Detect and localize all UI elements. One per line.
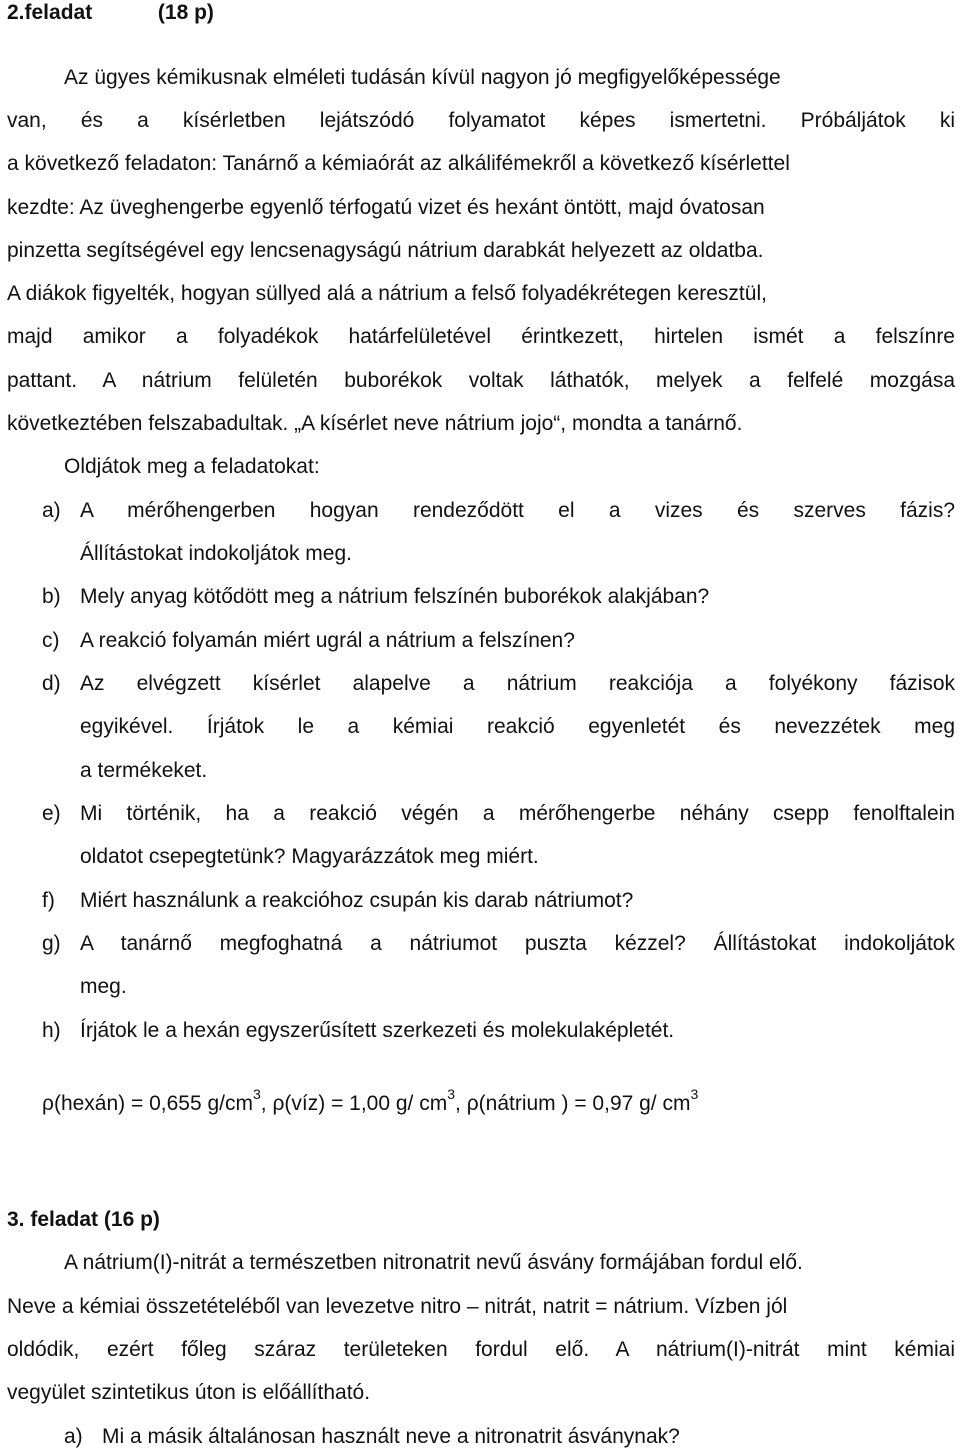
question-marker: e) [42,802,61,825]
density-sodium-exponent: 3 [690,1086,699,1102]
question-line: A tanárnő megfoghatná a nátriumot puszta kézzel? Állítástokat indokoljátok [80,932,955,955]
task2-paragraph-line: kezdte: Az üveghengerbe egyenlő térfogatú vizet és hexánt öntött, majd óvatosan [7,196,765,219]
task2-title: 2.feladat [7,1,93,24]
question-line: Az elvégzett kísérlet alapelve a nátrium reakciója a folyékony fázisok [80,672,955,695]
density-separator: , [455,1092,461,1115]
density-sodium: ρ(nátrium ) = 0,97 g/ cm [466,1092,691,1115]
task2-points: (18 p) [157,1,214,24]
density-hexane-exponent: 3 [252,1086,261,1102]
task3-points: (16 p) [103,1208,160,1231]
task2-paragraph-line: pinzetta segítségével egy lencsenagyságú nátrium darabkát helyezett az oldatba. [7,239,764,262]
density-hexane: ρ(hexán) = 0,655 g/cm [42,1092,253,1115]
question-line: meg. [80,975,127,998]
task2-paragraph-line: van, és a kísérletben lejátszódó folyamatot képes ismertetni. Próbáljátok ki [7,109,955,132]
question-marker: g) [42,932,61,955]
question-marker: c) [42,629,60,652]
question-line: egyikével. Írjátok le a kémiai reakció egyenletét és nevezzétek meg [80,715,955,738]
question-line: Írjátok le a hexán egyszerűsített szerkezeti és molekulaképletét. [80,1019,675,1042]
task2-paragraph-line: következtében felszabadultak. „A kísérlet neve nátrium jojo“, mondta a tanárnő. [7,412,743,435]
task2-paragraph-line: majd amikor a folyadékok határfelületével érintkezett, hirtelen ismét a felszínre [7,325,955,348]
task2-paragraph-line: a következő feladaton: Tanárnő a kémiaórát az alkálifémekről a következő kísérlettel [7,152,790,175]
question-marker: a) [42,499,61,522]
density-water-exponent: 3 [447,1086,456,1102]
task3-paragraph-line: vegyület szintetikus úton is előállítható. [7,1381,371,1404]
task2-paragraph-line: Az ügyes kémikusnak elméleti tudásán kívül nagyon jó megfigyelőképessége [64,66,781,89]
question-line: a termékeket. [80,759,208,782]
question-line: A mérőhengerben hogyan rendeződött el a vizes és szerves fázis? [80,499,955,522]
task3-heading [7,1207,160,1233]
question-line: Mi történik, ha a reakció végén a mérőhengerbe néhány csepp fenolftalein [80,802,955,825]
task2-heading [7,0,214,26]
question-line: Állítástokat indokoljátok meg. [80,542,352,565]
task3-paragraph-line: A nátrium(I)-nitrát a természetben nitronatrit nevű ásvány formájában fordul elő. [64,1251,803,1274]
question-marker: f) [42,889,55,912]
question-marker: a) [64,1425,83,1448]
density-separator: , [260,1092,267,1115]
question-marker: b) [42,585,61,608]
question-line: Mi a másik általánosan használt neve a nitronatrit ásványnak? [102,1425,680,1448]
task3-paragraph-line: oldódik, ezért főleg száraz területeken fordul elő. A nátrium(I)-nitrát mint kémiai [7,1338,955,1361]
question-line: Mely anyag kötődött meg a nátrium felszínén buborékok alakjában? [80,585,710,608]
task2-paragraph-line: pattant. A nátrium felületén buborékok voltak láthatók, melyek a felfelé mozgása [7,369,955,392]
task3-paragraph-line: Neve a kémiai összetételéből van levezetve nitro – nitrát, natrit = nátrium. Vízben jól [7,1295,788,1318]
question-line: oldatot csepegtetünk? Magyarázzátok meg miért. [80,845,539,868]
density-water: ρ(víz) = 1,00 g/ cm [272,1092,448,1115]
task2-intro: Oldjátok meg a feladatokat: [64,455,320,478]
question-marker: d) [42,672,61,695]
density-line [42,1086,699,1117]
task3-title: 3. feladat [7,1208,99,1231]
question-line: Miért használunk a reakcióhoz csupán kis darab nátriumot? [80,889,634,912]
question-marker: h) [42,1019,61,1042]
task2-paragraph-line: A diákok figyelték, hogyan süllyed alá a nátrium a felső folyadékrétegen keresztül, [7,282,767,305]
question-line: A reakció folyamán miért ugrál a nátrium a felszínen? [80,629,575,652]
